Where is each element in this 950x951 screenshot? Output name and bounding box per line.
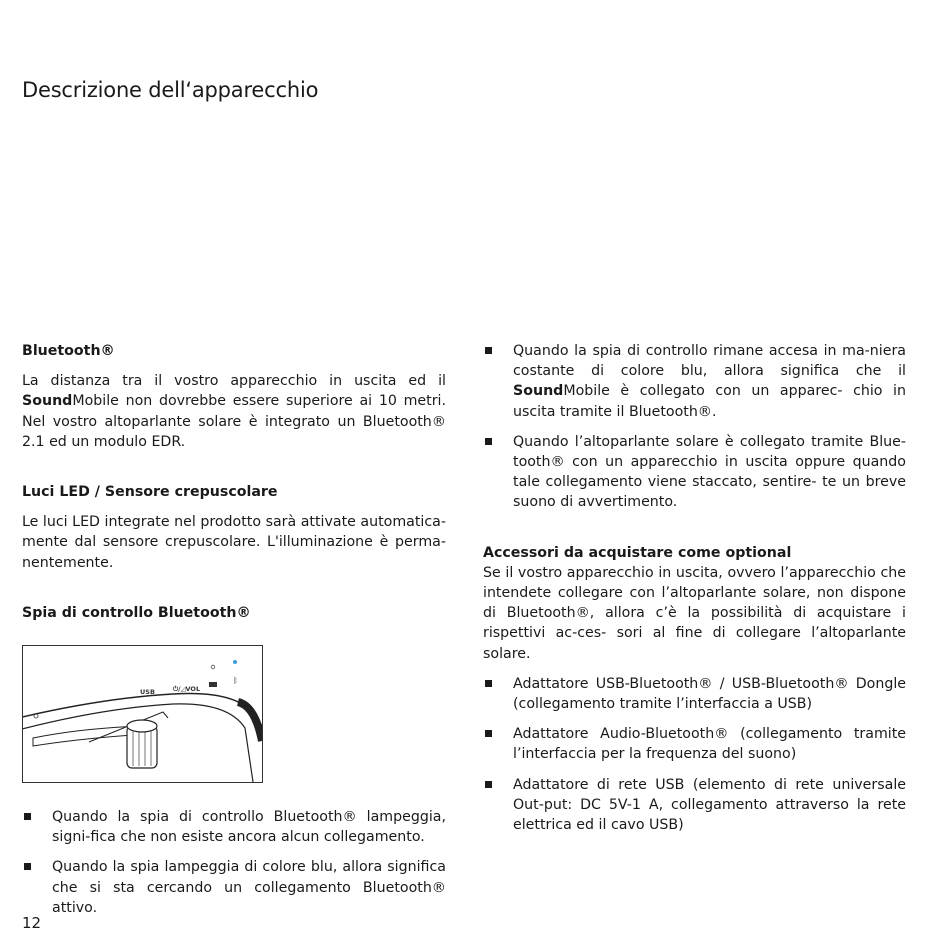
- device-illustration: [22, 645, 263, 783]
- led-heading: Luci LED / Sensore crepuscolare: [22, 484, 278, 501]
- accessory-bullet-1: Adattatore USB-Bluetooth® / USB-Bluetooth® Dongle (collegamento tramite l’interfaccia a USB): [483, 674, 906, 714]
- bluetooth-paragraph-suffix: Mobile non dovrebbe essere superiore ai 10 metri. Nel vostro altoparlante solare è integrato un Bluetooth® 2.1 ed un modulo EDR.: [22, 393, 446, 450]
- right-bullet-1: [483, 341, 906, 422]
- accessories-heading: Accessori da acquistare come optional: [483, 544, 792, 561]
- device-drawing: [23, 646, 262, 782]
- bluetooth-led: [233, 660, 237, 664]
- left-bullet-1: Quando la spia di controllo Bluetooth® lampeggia, signi-fica che non esiste ancora alcun collegamento.: [22, 807, 446, 847]
- bluetooth-heading: Bluetooth®: [22, 343, 115, 359]
- accessory-bullet-3: Adattatore di rete USB (elemento di rete universale Out-put: DC 5V-1 A, collegamento attraverso la rete elettrica ed il cavo USB): [483, 775, 906, 836]
- page-title: Descrizione dell‘apparecchio: [22, 78, 319, 102]
- right-bullet-1-prefix: Quando la spia di controllo rimane accesa in ma-niera costante di colore blu, allora significa che il: [513, 343, 906, 380]
- left-column: [22, 341, 446, 918]
- usb-label: USB: [140, 688, 155, 697]
- left-bullet-2: Quando la spia lampeggia di colore blu, allora significa che si sta cercando un collegamento Bluetooth® attivo.: [22, 857, 446, 918]
- brand-sound-2: Sound: [513, 383, 564, 400]
- svg-text:ᛒ: ᛒ: [233, 676, 238, 686]
- page-number: 12: [22, 914, 42, 932]
- brand-sound: Sound: [22, 393, 73, 410]
- bluetooth-paragraph-prefix: La distanza tra il vostro apparecchio in uscita ed il: [22, 373, 446, 390]
- right-column: [483, 341, 906, 835]
- led-paragraph: Le luci LED integrate nel prodotto sarà attivate automatica-mente dal sensore crepuscolare. L'illuminazione è perma-nentemente.: [22, 514, 446, 571]
- bluetooth-paragraph: [22, 371, 446, 452]
- vol-label: ⏻/◿VOL: [173, 685, 201, 694]
- spia-heading: Spia di controllo Bluetooth®: [22, 604, 251, 621]
- indicator-led: [211, 665, 215, 669]
- right-bullet-1-suffix: Mobile è collegato con un apparec- chio in uscita tramite il Bluetooth®.: [513, 383, 906, 420]
- accessory-bullet-2: Adattatore Audio-Bluetooth® (collegamento tramite l’interfaccia per la frequenza del suono): [483, 724, 906, 764]
- accessories-paragraph: Se il vostro apparecchio in uscita, ovvero l’apparecchio che intendete collegare con l’altoparlante solare, non dispone di Bluetooth®, allora c’è la possibilità di acquistare i rispettivi ac-ces- sori al fine di collegare l’altoparlante solare.: [483, 564, 906, 662]
- right-bullet-2: Quando l’altoparlante solare è collegato tramite Blue-tooth® con un apparecchio in uscita oppure quando tale collegamento viene staccato, sentire- te un breve suono di avvertimento.: [483, 432, 906, 513]
